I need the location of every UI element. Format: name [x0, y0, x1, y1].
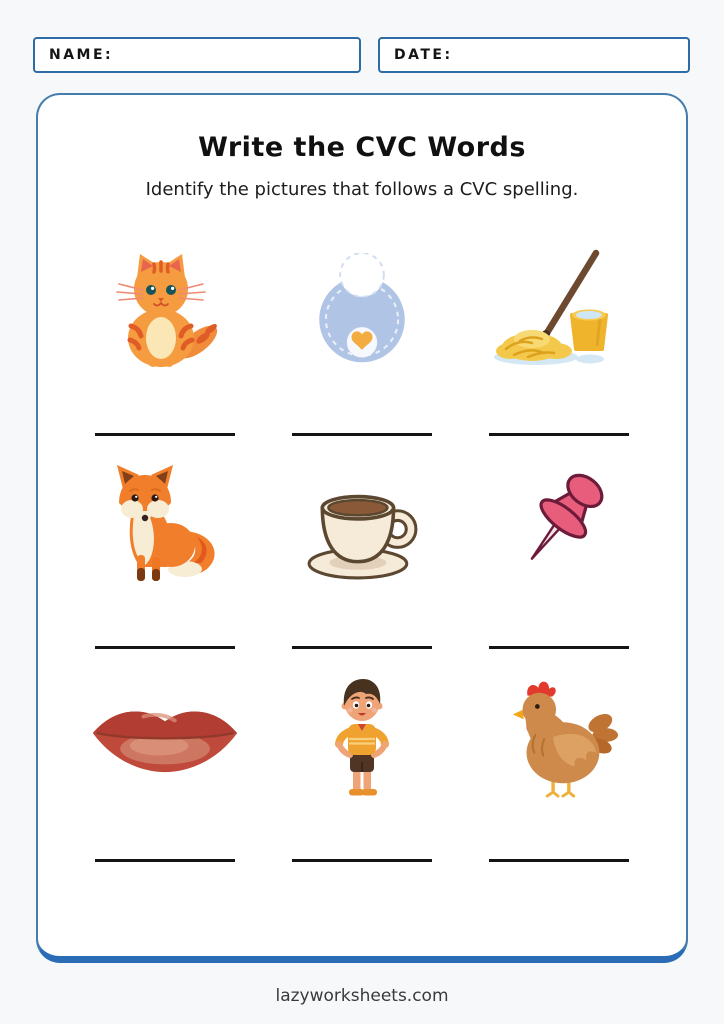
answer-line[interactable]: [489, 646, 629, 649]
grid-cell-bib: [263, 229, 460, 442]
mop-image-wrap: [484, 237, 634, 385]
answer-line[interactable]: [95, 433, 235, 436]
answer-line[interactable]: [489, 433, 629, 436]
name-label: NAME:: [49, 47, 114, 63]
pin-image: [497, 466, 621, 582]
bib-image-wrap: [305, 237, 419, 385]
footer-website: lazyworksheets.com: [275, 986, 449, 1006]
answer-line[interactable]: [292, 433, 432, 436]
answer-line[interactable]: [292, 859, 432, 862]
grid-cell-pin: [461, 442, 658, 655]
grid-cell-cat: [66, 229, 263, 442]
grid-cell-cup: [263, 442, 460, 655]
grid-cell-lips: [66, 655, 263, 868]
grid-cell-boy: [263, 655, 460, 868]
worksheet-subtitle: Identify the pictures that follows a CVC spelling.: [145, 179, 579, 200]
cup-image: [292, 465, 432, 583]
date-field[interactable]: [378, 37, 690, 73]
hen-image: [496, 673, 622, 801]
worksheet-card: [36, 93, 688, 963]
mop-image: [484, 249, 634, 373]
cat-image-wrap: [105, 237, 225, 385]
grid-cell-mop: [461, 229, 658, 442]
hen-image-wrap: [496, 663, 622, 811]
grid-cell-hen: [461, 655, 658, 868]
header-fields: [33, 37, 690, 73]
picture-grid: [66, 229, 658, 868]
boy-image: [306, 672, 418, 802]
answer-line[interactable]: [292, 646, 432, 649]
date-label: DATE:: [394, 47, 453, 63]
lips-image-wrap: [87, 663, 243, 811]
lips-image: [87, 691, 243, 783]
answer-line[interactable]: [95, 859, 235, 862]
cup-image-wrap: [292, 450, 432, 598]
fox-image: [97, 463, 233, 585]
grid-cell-fox: [66, 442, 263, 655]
answer-line[interactable]: [489, 859, 629, 862]
worksheet-title: Write the CVC Words: [198, 132, 526, 163]
cat-image: [105, 251, 225, 371]
fox-image-wrap: [97, 450, 233, 598]
pin-image-wrap: [497, 450, 621, 598]
boy-image-wrap: [306, 663, 418, 811]
name-field[interactable]: [33, 37, 361, 73]
answer-line[interactable]: [95, 646, 235, 649]
bib-image: [305, 253, 419, 369]
